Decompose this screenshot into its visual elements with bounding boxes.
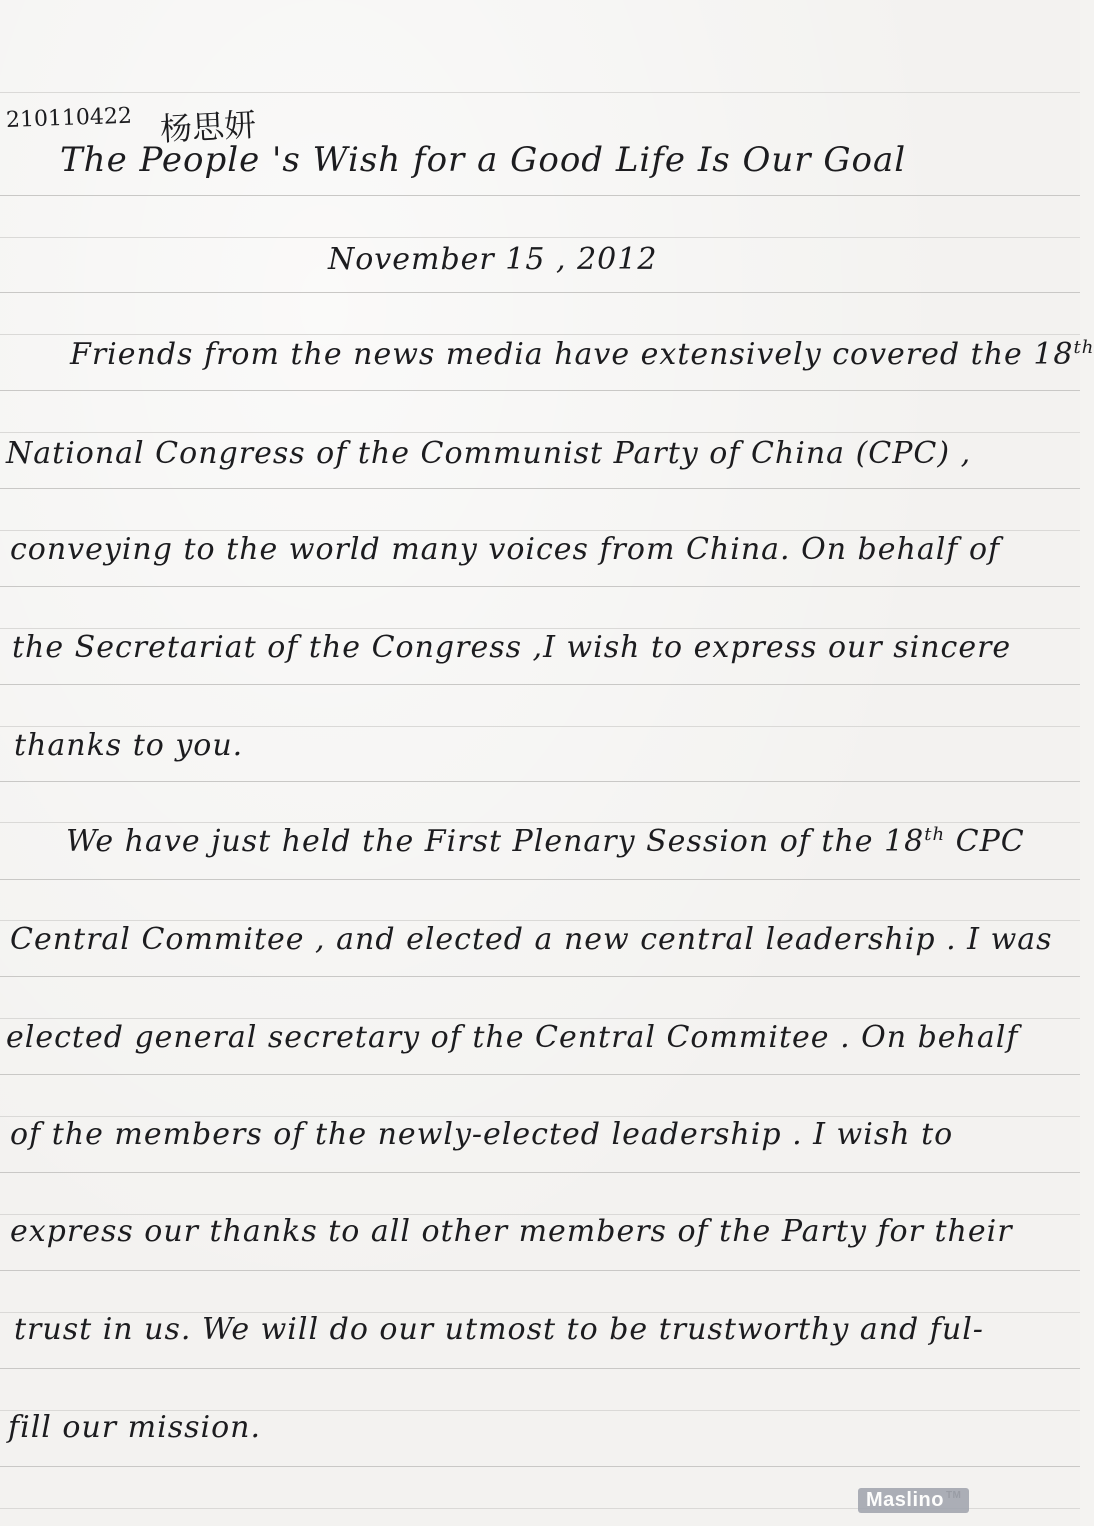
ruled-line xyxy=(0,684,1080,685)
text-fragment: Friends from the news media have extensively covered the 18 xyxy=(70,337,1074,372)
ruled-line xyxy=(0,976,1080,977)
ruled-line xyxy=(0,1018,1080,1019)
ruled-line xyxy=(0,488,1080,489)
paragraph-2-line-2: Central Commitee , and elected a new central leadership . I was xyxy=(10,922,1053,957)
paragraph-2-line-7: fill our mission. xyxy=(8,1410,262,1445)
superscript-ordinal: th xyxy=(924,824,946,845)
ruled-line xyxy=(0,628,1080,629)
ruled-line xyxy=(0,1466,1080,1467)
essay-date: November 15 , 2012 xyxy=(328,242,658,277)
ruled-line xyxy=(0,781,1080,782)
trademark-mark: TM xyxy=(945,1490,962,1502)
paragraph-2-line-1 xyxy=(66,824,1025,859)
paragraph-1-line-1 xyxy=(70,337,1094,372)
essay-title: The People 's Wish for a Good Life Is Our Goal xyxy=(60,140,907,180)
ruled-line xyxy=(0,1172,1080,1173)
ruled-line xyxy=(0,334,1080,335)
ruled-line xyxy=(0,237,1080,238)
brand-watermark xyxy=(858,1488,969,1513)
ruled-line xyxy=(0,92,1080,93)
paragraph-2-line-4: of the members of the newly-elected leadership . I wish to xyxy=(10,1117,954,1152)
student-name: 杨思妍 xyxy=(159,105,258,149)
ruled-line xyxy=(0,1368,1080,1369)
superscript-ordinal: th xyxy=(1073,337,1094,358)
ruled-line xyxy=(0,195,1080,196)
ruled-line xyxy=(0,530,1080,531)
ruled-line xyxy=(0,586,1080,587)
paragraph-2-line-3: elected general secretary of the Central Commitee . On behalf xyxy=(6,1020,1019,1055)
ruled-line xyxy=(0,390,1080,391)
ruled-line xyxy=(0,432,1080,433)
ruled-line xyxy=(0,822,1080,823)
ruled-line xyxy=(0,1074,1080,1075)
paragraph-2-line-6: trust in us. We will do our utmost to be trustworthy and ful- xyxy=(14,1312,984,1347)
student-id: 210110422 xyxy=(5,103,133,133)
paragraph-2-line-5: express our thanks to all other members of the Party for their xyxy=(10,1214,1013,1249)
paragraph-1-line-5: thanks to you. xyxy=(14,728,244,763)
paragraph-1-line-2: National Congress of the Communist Party of China (CPC) , xyxy=(6,436,972,471)
ruled-line xyxy=(0,292,1080,293)
ruled-line xyxy=(0,1270,1080,1271)
ruled-line xyxy=(0,726,1080,727)
paragraph-1-line-4: the Secretariat of the Congress ,I wish to express our sincere xyxy=(12,630,1012,665)
text-fragment: We have just held the First Plenary Session of the 18 xyxy=(66,824,925,859)
ruled-line xyxy=(0,879,1080,880)
paragraph-1-line-3: conveying to the world many voices from China. On behalf of xyxy=(10,532,1001,567)
ruled-line xyxy=(0,920,1080,921)
watermark-text: Maslino xyxy=(866,1489,944,1511)
text-fragment: CPC xyxy=(945,824,1025,859)
